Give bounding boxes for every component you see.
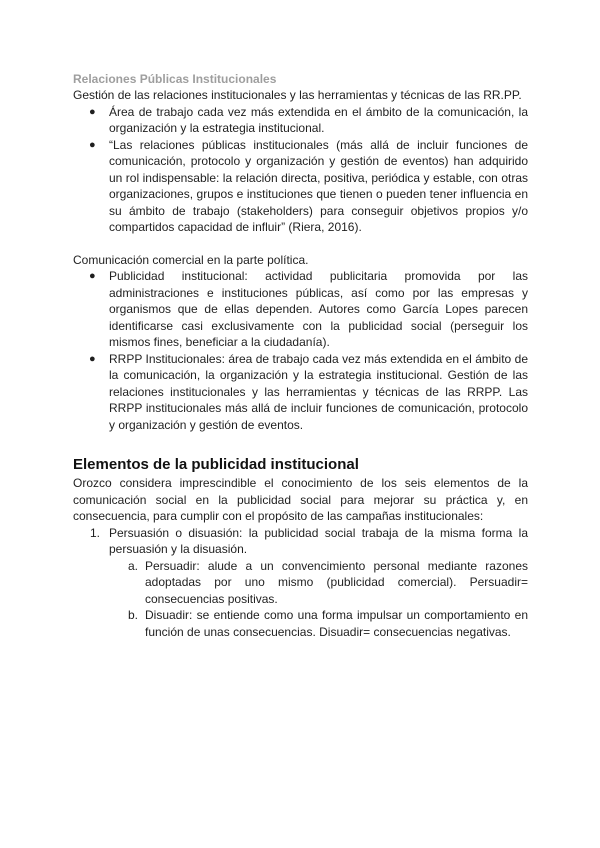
bullet-list-2 bbox=[73, 268, 528, 433]
numbered-list bbox=[73, 525, 528, 641]
sub-list-letter: a. bbox=[128, 558, 139, 573]
heading-paragraph: Orozco considera imprescindible el conocimiento de los seis elementos de la comunicación social en la publicidad social para mejorar su práctica y, en consecuencia, para cumplir con el propósito de las campañas institucionales: bbox=[73, 476, 528, 523]
document-page bbox=[73, 70, 528, 640]
list-item: ● Publicidad institucional: actividad publicitaria promovida por las administraciones e instituciones públicas, así como por las empresas y organismos que de ellas dependen. Autores como García Lopes parecen identificarse casi exclusivamente con la publicidad social (perseguir los mismos fines, beneficiar a la ciudadanía). bbox=[89, 269, 528, 349]
bullet-list-1 bbox=[73, 104, 528, 236]
comercial-intro: Comunicación comercial en la parte política. bbox=[73, 252, 309, 267]
bullet-icon: ● bbox=[89, 138, 96, 151]
list-item: ● Área de trabajo cada vez más extendida en el ámbito de la comunicación, la organización y la estrategia institucional. bbox=[89, 104, 528, 135]
bullet-icon: ● bbox=[89, 105, 96, 118]
intro-paragraph: Gestión de las relaciones institucionales y las herramientas y técnicas de las RR.PP. bbox=[73, 88, 522, 102]
numbered-item: 1. Persuasión o disuasión: la publicidad social trabaja de la misma forma la persuasión y la disuasión. a. Persuadir: alude a un convencimiento personal mediante razones adoptadas por uno mismo (publicidad comercial). Persuadir= consecuencias positivas. b. Disuadir: se entiende como una forma impulsar un comportamiento en función de unas consecuencias. Disuadir= consecuencias negativas. bbox=[90, 525, 528, 639]
bullet-icon: ● bbox=[89, 352, 96, 365]
list-item: ● RRPP Institucionales: área de trabajo cada vez más extendida en el ámbito de la comunicación, la organización y la estrategia institucional. Gestión de las relaciones institucionales y las herramientas y técnicas de las RRPP. Las RRPP institucionales más allá de incluir funciones de comunicación, protocolo y organización y gestión de eventos. bbox=[89, 351, 528, 432]
sub-list-letter: b. bbox=[128, 608, 139, 622]
list-number: 1. bbox=[90, 525, 101, 540]
section-title: Relaciones Públicas Institucionales bbox=[73, 72, 277, 86]
sub-list-item: b. Disuadir: se entiende como una forma impulsar un comportamiento en función de unas consecuencias. Disuadir= consecuencias negativas. bbox=[128, 608, 528, 639]
list-item: ● “Las relaciones públicas institucionales (más allá de incluir funciones de comunicación, protocolo y organización y gestión de eventos) han adquirido un rol indispensable: la relación directa, positiva, periódica y estable, con otras organizaciones, grupos e instituciones que tienen o pueden tener influencia en su ámbito de trabajo (stakeholders) para conseguir objetivos propios y/o compartidos capacidad de influir” (Riera, 2016). bbox=[89, 137, 528, 234]
sub-list bbox=[109, 558, 528, 641]
sub-list-item: a. Persuadir: alude a un convencimiento personal mediante razones adoptadas por uno mismo (publicidad comercial). Persuadir= consecuencias positivas. bbox=[128, 558, 528, 606]
section-heading: Elementos de la publicidad institucional bbox=[73, 456, 359, 473]
bullet-icon: ● bbox=[89, 270, 96, 282]
